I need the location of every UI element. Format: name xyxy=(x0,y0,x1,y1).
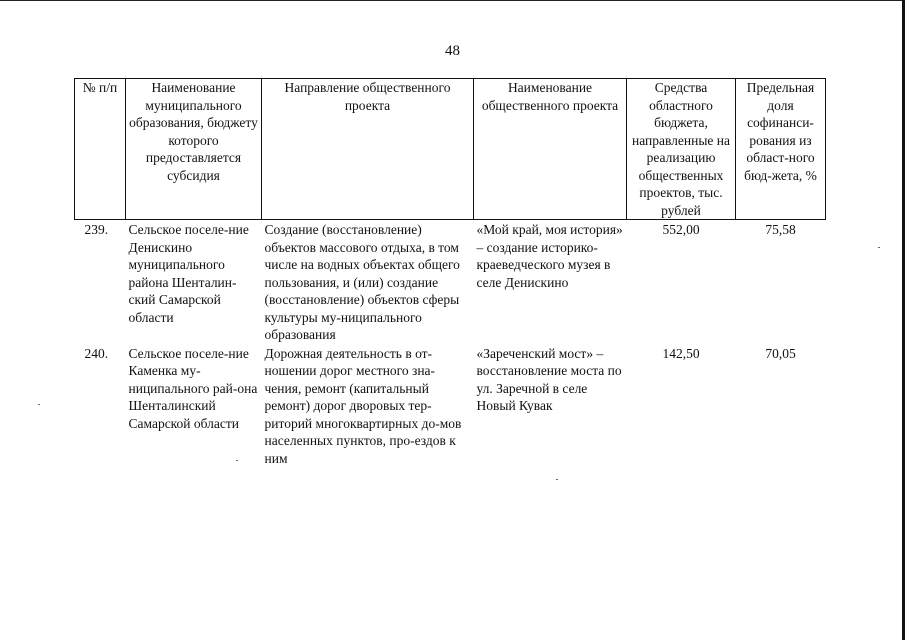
scan-speck xyxy=(556,479,558,480)
page-number: 48 xyxy=(445,43,460,59)
row-number: 239. xyxy=(84,222,109,237)
header-budget-amount: Средства областного бюджета, направленные на реализацию общественных проектов, тыс. рублей xyxy=(627,79,736,220)
header-project-direction: Направление общественного проекта xyxy=(262,79,474,220)
direction-cell: Создание (восстановление) объектов массового отдыха, в том числе на водных объектах общего пользования, и (или) создание (восстановление) объектов сферы культуры му-ниципального образования xyxy=(264,222,460,342)
header-row xyxy=(75,79,826,220)
header-number: № п/п xyxy=(75,79,126,220)
project-cell: «Мой край, моя история» – создание историко-краеведческого музея в селе Денискино xyxy=(476,222,623,290)
scan-speck xyxy=(38,404,40,405)
municipality-cell: Сельское поселе-ние Денискино муниципального района Шенталин-ский Самарской области xyxy=(128,222,249,325)
row-number: 240. xyxy=(84,345,109,361)
direction-cell: Дорожная деятельность в от-ношении дорог местного зна-чения, ремонт (капитальный ремонт) дорог дворовых тер-риторий многоквартирных до-мов населенных пунктов, про-ездов к ним xyxy=(264,345,462,466)
share-cell: 70,05 xyxy=(765,345,796,361)
subsidy-table xyxy=(74,78,826,467)
table-header xyxy=(75,79,826,220)
header-cofinancing-share: Предельная доля софинанси-рования из област-ного бюд-жета, % xyxy=(736,79,826,220)
project-cell: «Зареченский мост» – восстановление моста по ул. Заречной в селе Новый Кувак xyxy=(476,345,622,413)
amount-cell: 142,50 xyxy=(662,345,700,361)
table-row xyxy=(75,345,826,468)
table-body xyxy=(75,220,826,468)
amount-cell: 552,00 xyxy=(662,222,700,237)
header-municipality: Наименование муниципального образования, бюджету которого предоставляется субсидия xyxy=(126,79,262,220)
header-project-name: Наименование общественного проекта xyxy=(474,79,627,220)
share-cell: 75,58 xyxy=(765,222,796,237)
scan-edge-top xyxy=(0,0,905,1)
scan-speck xyxy=(878,247,880,248)
table-row xyxy=(75,220,826,345)
scan-speck xyxy=(236,460,238,461)
municipality-cell: Сельское поселе-ние Каменка му-ниципального рай-она Шенталинский Самарской области xyxy=(128,345,258,431)
